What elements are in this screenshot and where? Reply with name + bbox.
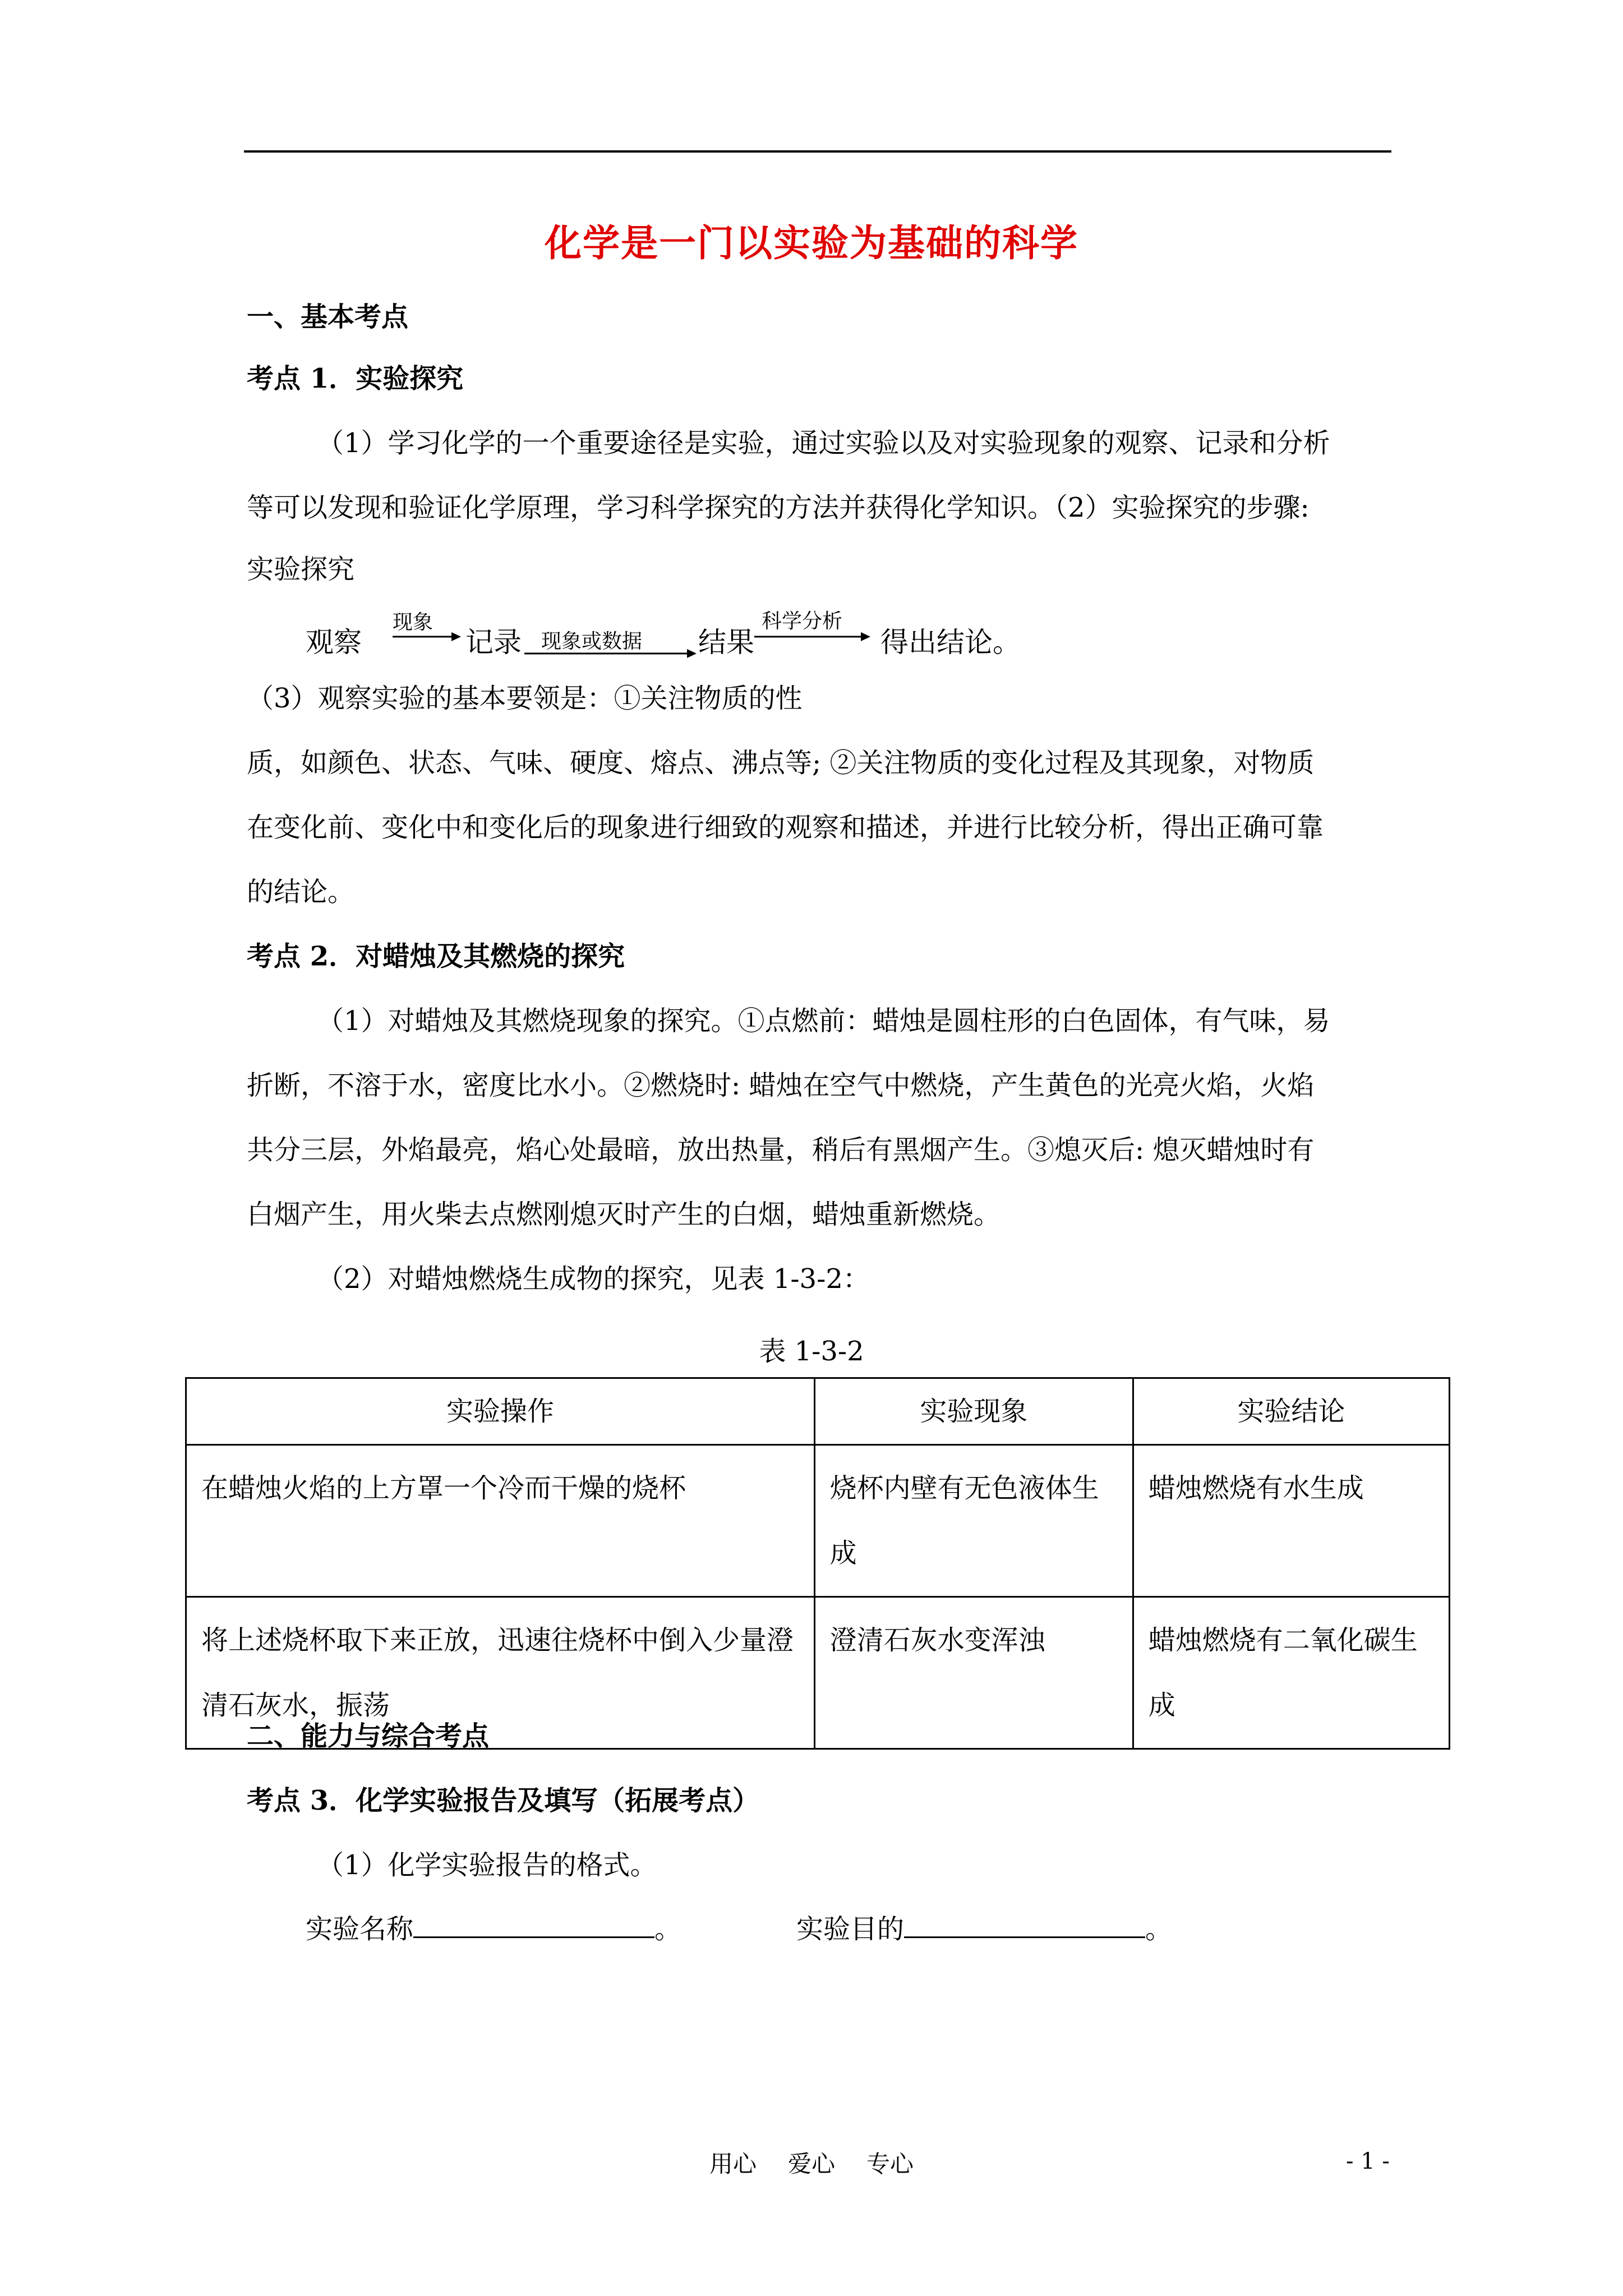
flow-node-conclusion: 得出结论。 [880, 626, 1021, 659]
experiment-name-field [306, 1907, 681, 1946]
point2-paragraph-line: 白烟产生，用火柴去点燃刚熄灭时产生的白烟，蜡烛重新燃烧。 [247, 1199, 1001, 1230]
point1-paragraph-line: 等可以发现和验证化学原理，学习科学探究的方法并获得化学知识。（2）实验探究的步骤: [247, 492, 1310, 523]
period: 。 [654, 1913, 682, 1945]
experiment-purpose-blank [904, 1912, 1145, 1938]
flow-node-result: 结果 [698, 626, 754, 659]
experiment-table [185, 1377, 1450, 1750]
table-cell: 蜡烛燃烧有水生成 [1133, 1445, 1449, 1597]
table-header-cell: 实验操作 [186, 1378, 815, 1445]
table-header-row [186, 1378, 1450, 1445]
flow-arrow-label: 现象 [393, 611, 434, 634]
flow-arrow-label: 现象或数据 [541, 630, 643, 653]
period: 。 [1145, 1913, 1173, 1945]
table-cell: 在蜡烛火焰的上方罩一个冷而干燥的烧杯 [186, 1445, 815, 1597]
point1-paragraph-line: 实验探究 [247, 554, 355, 585]
experiment-flow-diagram [0, 610, 1623, 676]
table-header-cell: 实验结论 [1133, 1378, 1449, 1445]
point1-paragraph-line: 的结论。 [247, 876, 355, 908]
table-header-cell: 实验现象 [814, 1378, 1133, 1445]
table-caption: 表 1-3-2 [759, 1336, 864, 1367]
point1-paragraph-line: （1）学习化学的一个重要途径是实验，通过实验以及对实验现象的观察、记录和分析 [317, 427, 1330, 459]
table-cell: 澄清石灰水变浑浊 [814, 1597, 1133, 1749]
point1-heading: 考点 1．实验探究 [247, 363, 464, 394]
page-number: - 1 - [1346, 2148, 1390, 2174]
experiment-purpose-field [796, 1907, 1172, 1946]
flow-arrow-label: 科学分析 [762, 610, 843, 633]
table-row [186, 1445, 1450, 1597]
section-heading-basic: 一、基本考点 [247, 301, 409, 333]
header-rule [244, 150, 1391, 153]
point2-paragraph-line: （2）对蜡烛燃烧生成物的探究，见表 1-3-2： [317, 1263, 870, 1295]
point1-paragraph-line: 质，如颜色、状态、气味、硬度、熔点、沸点等; ②关注物质的变化过程及其现象，对物质 [247, 747, 1315, 779]
section-heading-ability: 二、能力与综合考点 [247, 1720, 490, 1752]
experiment-name-label: 实验名称 [306, 1913, 414, 1945]
experiment-purpose-label: 实验目的 [796, 1913, 905, 1945]
table-cell: 烧杯内壁有无色液体生成 [814, 1445, 1133, 1597]
point3-paragraph-line: （1）化学实验报告的格式。 [317, 1849, 657, 1881]
point2-paragraph-line: 折断，不溶于水，密度比水小。②燃烧时: 蜡烛在空气中燃烧，产生黄色的光亮火焰，火焰 [247, 1070, 1315, 1101]
point1-paragraph-line: 在变化前、变化中和变化后的现象进行细致的观察和描述，并进行比较分析，得出正确可靠 [247, 812, 1324, 843]
point1-paragraph-line: （3）观察实验的基本要领是：①关注物质的性 [247, 683, 803, 714]
footer-word: 专心 [866, 2150, 914, 2178]
footer-word: 用心 [709, 2150, 757, 2178]
table-cell: 蜡烛燃烧有二氧化碳生成 [1133, 1597, 1449, 1749]
point2-paragraph-line: （1）对蜡烛及其燃烧现象的探究。①点燃前：蜡烛是圆柱形的白色固体，有气味，易 [317, 1005, 1330, 1037]
experiment-name-blank [413, 1912, 654, 1938]
point2-paragraph-line: 共分三层，外焰最亮，焰心处最暗，放出热量，稍后有黑烟产生。③熄灭后: 熄灭蜡烛时有 [247, 1134, 1315, 1166]
point3-heading: 考点 3．化学实验报告及填写（拓展考点） [247, 1785, 760, 1816]
point2-heading: 考点 2．对蜡烛及其燃烧的探究 [247, 941, 625, 972]
flow-node-record: 记录 [465, 626, 522, 659]
page-title: 化学是一门以实验为基础的科学 [545, 221, 1078, 265]
table-cell: 将上述烧杯取下来正放，迅速往烧杯中倒入少量澄清石灰水，振荡 [186, 1597, 815, 1749]
flow-node-observe: 观察 [306, 626, 362, 659]
footer-word: 爱心 [787, 2150, 835, 2178]
